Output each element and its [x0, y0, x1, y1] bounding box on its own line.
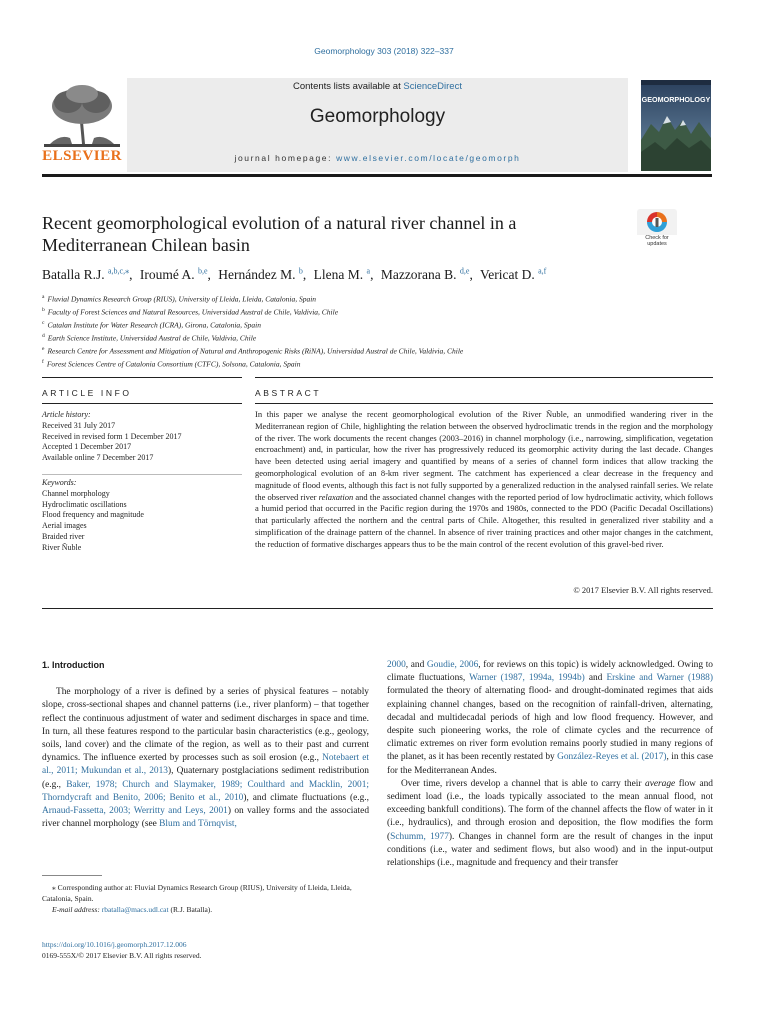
- author[interactable]: Llena M. $^a$: [313, 266, 371, 282]
- abstract-copyright: © 2017 Elsevier B.V. All rights reserved.: [573, 585, 713, 595]
- keyword[interactable]: River Ñuble: [42, 542, 82, 552]
- keywords-label: Keywords:: [42, 474, 242, 489]
- citation-link[interactable]: Blum and Törnqvist,: [159, 819, 237, 830]
- updates-label: updates: [647, 241, 667, 247]
- body-right-column: [387, 659, 713, 870]
- footnote-rule: [42, 875, 102, 876]
- contents-line: [127, 81, 628, 92]
- citation-link[interactable]: Goudie, 2006: [426, 660, 479, 670]
- author[interactable]: Hernández M. $^b$: [218, 266, 303, 282]
- author-affiliation-marker[interactable]: a,f: [538, 266, 547, 275]
- history-item: Received in revised form 1 December 2017: [42, 431, 182, 441]
- homepage-prefix: journal homepage:: [234, 153, 337, 163]
- citation-link[interactable]: Erskine and Warner (1988): [606, 673, 713, 684]
- history-label: Article history:: [42, 410, 91, 419]
- author[interactable]: Vericat D. $^{a,f}$: [480, 266, 547, 282]
- corresponding-author-footnote: ⁎ Corresponding author at: Fluvial Dynamics Research Group (RIUS), University of Lleida, Lleida, Catalonia, Spain. E-mail address: rbatalla@macs.udl.cat (R.J. Batalla).: [42, 883, 352, 914]
- affiliation: $^c$ Catalan Institute for Water Research (ICRA), Girona, Catalonia, Spain: [42, 320, 261, 330]
- author[interactable]: Iroumé A. $^{b,e}$: [139, 266, 208, 282]
- article-info-heading: ARTICLE INFO: [42, 388, 132, 398]
- journal-homepage-line: [127, 153, 628, 163]
- header-divider: [42, 174, 712, 177]
- article-title: Recent geomorphological evolution of a natural river channel in a Mediterranean Chilean basin: [42, 213, 517, 255]
- doi-block: [42, 939, 202, 961]
- journal-citation[interactable]: Geomorphology 303 (2018) 322–337: [314, 46, 454, 56]
- article-info: [42, 410, 242, 554]
- author[interactable]: Batalla R.J. $^{a,b,c,⁎}$: [42, 266, 130, 282]
- cover-title: GEOMORPHOLOGY: [641, 95, 711, 104]
- emphasis: average: [645, 778, 676, 789]
- affiliation: $^d$ Earth Science Institute, Universidad Austral de Chile, Valdivia, Chile: [42, 333, 257, 343]
- affiliation: $^a$ Fluvial Dynamics Research Group (RIUS), University of Lleida, Lleida, Catalonia, Spain: [42, 294, 317, 304]
- citation-link[interactable]: Baker, 1978; Church and Slaymaker, 1989; Coulthard and Macklin, 2001; Thorndycraft and Benito, 2006; Benito et al., 2010: [42, 779, 369, 803]
- author-affiliation-marker[interactable]: a,b,c,⁎: [108, 266, 130, 275]
- citation-link[interactable]: Notebaert et al., 2011; Mukundan et al., 2013: [42, 753, 369, 777]
- history-item: Received 31 July 2017: [42, 420, 116, 430]
- journal-cover-image[interactable]: [641, 80, 711, 171]
- crossmark-icon: [637, 209, 677, 235]
- history-item: Available online 7 December 2017: [42, 453, 154, 463]
- citation-link[interactable]: Warner (1987, 1994a, 1994b): [469, 673, 585, 684]
- author-affiliation-marker[interactable]: a: [366, 266, 371, 275]
- abstract-emphasis: relaxation: [318, 491, 354, 502]
- affiliation: $^e$ Research Centre for Assessment and Mitigation of Natural and Anthropogenic Risks (RiNA), Universidad Austral de Chile, Valdivia, Chile: [42, 346, 464, 356]
- abstract-top-rule: [255, 377, 713, 378]
- author-affiliation-marker[interactable]: b,e: [197, 266, 208, 275]
- check-for-label: Check for: [645, 235, 669, 241]
- author[interactable]: Mazzorana B. $^{d,e}$: [380, 266, 470, 282]
- history-item: Accepted 1 December 2017: [42, 442, 132, 452]
- affiliation: $^f$ Forest Sciences Centre of Catalonia Consortium (CTFC), Solsona, Catalonia, Spain: [42, 359, 301, 369]
- abstract-heading-rule: [255, 403, 713, 404]
- email-label: E-mail address:: [52, 905, 100, 914]
- author-list: Batalla R.J. $^{a,b,c,⁎}$, Iroumé A. $^{b,e}$, Hernández M. $^b$, Llena M. $^a$, Mazzorana B. $^{d,e}$, Vericat D. $^{a,f}$: [42, 266, 547, 282]
- intro-paragraph: The morphology of a river is defined by a series of physical features – notably slope, cross-sectional shapes and channel patterns (i.e., river planform) – that together reflect the continuous adjustment of water and sediment discharges in space and time. In turn, all these features respond to the particular basin characteristics (e.g., geology, soils, land cover) and the climate of the region, as well as to their past and current dynamics. The influence exerted by processes such as soil erosion (e.g., Notebaert et al., 2011; Mukundan et al., 2013), Quaternary postglaciations sediment redistribution (e.g., Baker, 1978; Church and Slaymaker, 1989; Coulthard and Macklin, 2001; Thorndycraft and Benito, 2006; Benito et al., 2010), and climate fluctuations (e.g., Arnaud-Fassetta, 2003; Werritty and Leys, 2001) on valley forms and the associated river channel morphology (see Blum and Törnqvist,: [42, 687, 370, 830]
- citation-link[interactable]: 2000: [387, 660, 406, 670]
- keyword[interactable]: Flood frequency and magnitude: [42, 510, 144, 520]
- issn-line: 0169-555X/© 2017 Elsevier B.V. All rights reserved.: [42, 951, 202, 960]
- citation-link[interactable]: González-Reyes et al. (2017): [557, 752, 667, 763]
- section-heading: 1. Introduction: [42, 660, 105, 670]
- keyword[interactable]: Aerial images: [42, 521, 87, 531]
- affiliation: $^b$ Faculty of Forest Sciences and Natural Resources, Universidad Austral de Chile, Valdivia, Chile: [42, 307, 339, 317]
- affiliation-list: [42, 292, 712, 370]
- intro-paragraph-continued: 2000, and Goudie, 2006, for reviews on this topic) is widely acknowledged. Owing to climate fluctuations, Warner (1987, 1994a, 1994b) and Erskine and Warner (1988) formulated the theory of alternating flood- and drought-dominated regimes that aids explaining channel changes, based on the recognition of rainfall-driven, alternating, decadal and multidecadal periods of high and low flood frequency. However, and despite such pioneering works, the role of climate cycles and the recurrence of climatic extremes on river form evolution remains poorly studied in many regions of the planet, as it has been recently restated by González-Reyes et al. (2017), in this case for the Mediterranean Andes.: [387, 660, 713, 776]
- journal-title: Geomorphology: [309, 106, 446, 127]
- keyword[interactable]: Hydroclimatic oscillations: [42, 499, 127, 509]
- body-left-column: [42, 659, 369, 831]
- doi-link[interactable]: https://doi.org/10.1016/j.geomorph.2017.12.006: [42, 940, 187, 949]
- abstract-bottom-rule: [42, 608, 713, 609]
- citation-link[interactable]: Schumm, 1977: [390, 831, 449, 842]
- abstract-body: In this paper we analyse the recent geomorphological evolution of the River Ñuble, an unmodified wandering river in the Mediterranean region of Chile, highlighting the relation between the observed hydroclimatic trends in the region and the morphology of the river. The work documents the recent changes (2003–2016) in channel morphology (i.e., narrowing, simplification, vegetation encroachment) and, in particular, how the river has progressively reduced its geomorphic activity during the last decade. Changes have been detected using aerial imagery and quantified by means of a series of channel form indices that allow tracking the geomorphological evolution of an 8-km river segment. The catchment has experienced a clear decrease in the frequency and magnitude of flood events, although this fact is not fully supported by a generalized reduction in the analysed rainfall series. We relate the observed river relaxation and the associated channel changes with the reported period of low hydroclimatic activity, which follows a humid period that occurred in the Pacific region during the 1970s and 1980s, connected to the PDO (Pacific Decadal Oscillations) that particularly affected the northern and the central parts of Chile. Altogether, this resulted in generalized river stability and a simplification of the drainage pattern of the channel. In absence of river training practices and other major changes in the catchment, the reduction of formative discharges appears thus to be the main control of the recent evolution of this gravel-bed river.: [255, 409, 713, 549]
- author-affiliation-marker[interactable]: d,e: [459, 266, 470, 275]
- sciencedirect-link[interactable]: ScienceDirect: [403, 81, 462, 92]
- article-info-top-rule: [42, 377, 242, 378]
- citation-link[interactable]: Arnaud-Fassetta, 2003; Werritty and Leys, 2001: [42, 806, 228, 817]
- elsevier-wordmark: ELSEVIER: [42, 148, 122, 164]
- footnote-marker: ⁎: [52, 883, 56, 892]
- keyword[interactable]: Braided river: [42, 531, 85, 541]
- check-for-updates-label: [637, 235, 677, 247]
- intro-paragraph: Over time, rivers develop a channel that is able to carry their average flow and sediment load (i.e., the loads typically associated to the mean annual flood, not exceeding bankfull conditions). The form of the channel affects the flow of water in it (i.e., hydraulics), and through erosion and deposition, the flow modifies the form (Schumm, 1977). Changes in channel form are the result of changes in the input conditions (i.e., water and sediment flows, but also wood) and in the input-output relationships (i.e., magnitude and frequency and their transfer: [387, 778, 713, 869]
- author-affiliation-marker[interactable]: b: [298, 266, 303, 275]
- contents-prefix: Contents lists available at: [293, 81, 404, 92]
- homepage-link[interactable]: www.elsevier.com/locate/geomorph: [336, 153, 521, 163]
- email-link[interactable]: rbatalla@macs.udl.cat: [101, 905, 169, 914]
- abstract-heading: ABSTRACT: [255, 388, 322, 398]
- keyword[interactable]: Channel morphology: [42, 488, 110, 498]
- article-info-heading-rule: [42, 403, 242, 404]
